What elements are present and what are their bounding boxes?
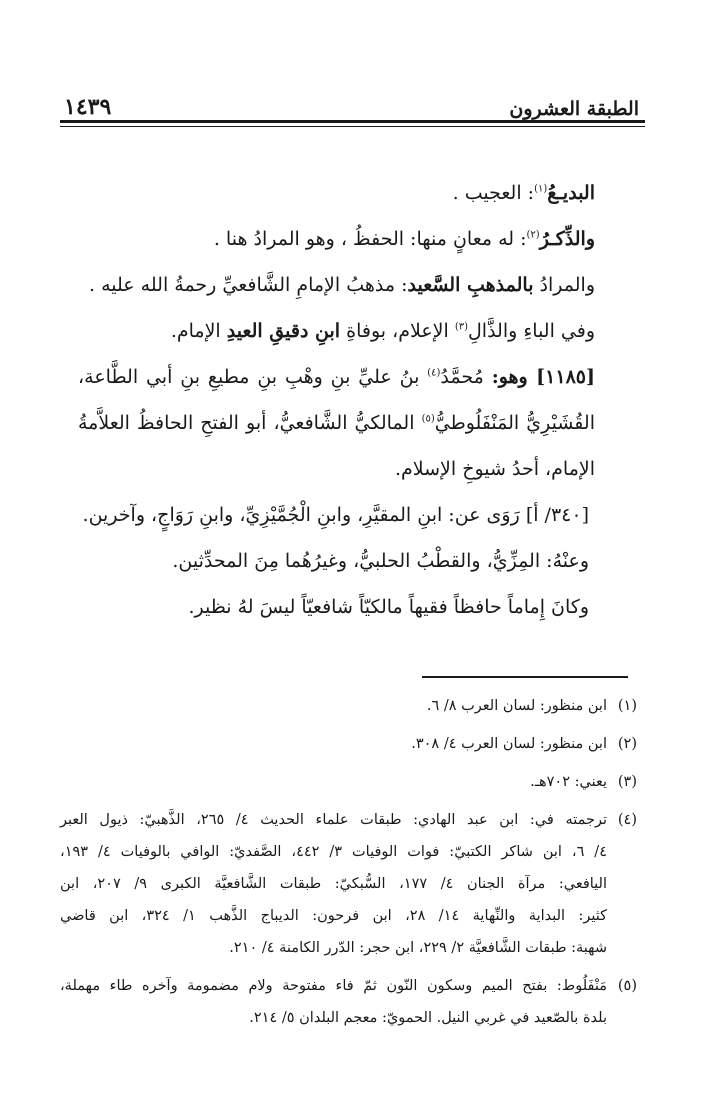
footnote xyxy=(60,970,637,1034)
text-line xyxy=(78,354,595,400)
text-run: وفي الباءِ والذَّالِ xyxy=(468,320,595,342)
text-line xyxy=(78,170,595,216)
text-run: بنُ عليِّ بنِ وهْبِ بنِ مطيعِ بنِ أبي الطَّاعة، xyxy=(78,366,428,388)
definition: : له معانٍ منها: الحفظُ ، وهو المرادُ هنا . xyxy=(213,228,527,250)
header-rule-thin xyxy=(60,126,645,127)
page-number: ١٤٣٩ xyxy=(64,94,112,120)
footnote-text: كثير: البداية والنِّهاية ١٤/ ٢٨، ابن فرحون: الديباج الذَّهب ١/ ٣٢٤، ابن قاضي xyxy=(60,908,608,924)
footnote-text: ابن منظور: لسان العرب ٨/ ٦. xyxy=(426,698,607,714)
footnote-text: ابن منظور: لسان العرب ٤/ ٣٠٨. xyxy=(411,736,607,752)
footnotes xyxy=(60,690,637,1040)
text-line xyxy=(78,308,595,354)
text-line xyxy=(78,216,595,262)
defined-term: بالمذهبِ السَّعيد xyxy=(407,274,534,296)
defined-term: البديـعُ xyxy=(547,182,595,204)
defined-term: ابنِ دقيقِ العيدِ xyxy=(226,320,341,342)
footnote xyxy=(60,728,637,760)
footnote-number: (٥) xyxy=(617,978,637,994)
footnote-text: اليافعي: مرآة الجنان ٤/ ١٧٧، السُّبكيّ: طبقات الشَّافعيَّة الكبرى ٩/ ٢٠٧، ابن xyxy=(60,876,607,892)
footnote-number: (١) xyxy=(617,698,637,714)
text-line xyxy=(78,492,595,538)
text-line xyxy=(78,262,595,308)
text-line: وعنْهُ: المِزِّيُّ، والقطْبُ الحلبيُّ، وغيرُهُما مِنَ المحدِّثين. xyxy=(172,550,589,572)
footnote-text: ترجمته في: ابن عبد الهادي: طبقات علماء الحديث ٤/ ٢٦٥، الذَّهبيّ: ذيول العبر xyxy=(60,812,607,828)
biography-name: مُحمَّدُ xyxy=(440,366,492,388)
text-run: الإعلام، بوفاةِ xyxy=(340,320,455,342)
footnote-ref: (١) xyxy=(534,183,548,195)
text-run: المالكيُّ الشَّافعيُّ، أبو الفتحِ الحافظُ العلاَّمةُ xyxy=(78,412,422,434)
footnote-text: بلدة بالصّعيد في غربي النيل. الحمويّ: معجم البلدان ٥/ ٢١٤. xyxy=(249,1010,607,1026)
text-run: الإمام. xyxy=(170,320,227,342)
entry-number: [١١٨٥] وهو: xyxy=(491,366,595,388)
text-line: وكانَ إِماماً حافظاً فقيهاً مالكيّاً شافعيّاً ليسَ لهُ نظير. xyxy=(188,596,589,618)
text-line xyxy=(78,400,595,446)
main-text xyxy=(78,170,595,630)
footnote-text: مَنْفَلُوط: بفتح الميم وسكون النّون ثمّ فاء مفتوحة ولام مضمومة وآخره طاء مهملة، xyxy=(60,978,607,994)
footnote-number: (٣) xyxy=(617,774,637,790)
page-header xyxy=(64,84,639,120)
footnote-separator xyxy=(422,676,628,678)
footnote-text: ٤/ ٦، ابن شاكر الكتبيّ: فوات الوفيات ٣/ ٤٤٢، الصَّفديّ: الوافي بالوفيات ٤/ ١٩٣، xyxy=(60,844,607,860)
header-rule-thick xyxy=(60,120,645,123)
footnote-number: (٢) xyxy=(617,736,637,752)
footnote xyxy=(60,766,637,798)
text-run: رَوَى عن: ابنِ المقيَّرِ، وابنِ الْجُمَّيْزِيِّ، وابنِ رَوَاجٍ، وآخرين. xyxy=(82,504,526,526)
manuscript-folio: [٣٤٠/ أ] xyxy=(525,504,589,526)
footnote-text: شهبة: طبقات الشَّافعيَّة ٢/ ٢٢٩، ابن حجر: الدّرر الكامنة ٤/ ٢١٠. xyxy=(229,940,607,956)
text-line: الإمام، أحدُ شيوخِ الإسلام. xyxy=(394,458,595,480)
footnote xyxy=(60,804,637,964)
footnote-ref: (٤) xyxy=(427,367,441,379)
text-run: القُشَيْرِيُّ المَنْفَلُوطيُّ xyxy=(434,412,595,434)
footnote-ref: (٥) xyxy=(421,413,435,425)
footnote xyxy=(60,690,637,722)
definition: : مذهبُ الإمامِ الشَّافعيِّ رحمةُ الله عليه . xyxy=(89,274,408,296)
text-run: والمرادُ xyxy=(533,274,595,296)
footnote-ref: (٣) xyxy=(454,321,468,333)
running-title: الطبقة العشرون xyxy=(509,98,639,120)
definition: : العجيب . xyxy=(452,182,535,204)
footnote-number: (٤) xyxy=(617,812,637,828)
footnote-ref: (٢) xyxy=(526,229,540,241)
defined-term: والذِّكـرُ xyxy=(539,228,595,250)
footnote-text: يعني: ٧٠٢هـ. xyxy=(530,774,607,790)
